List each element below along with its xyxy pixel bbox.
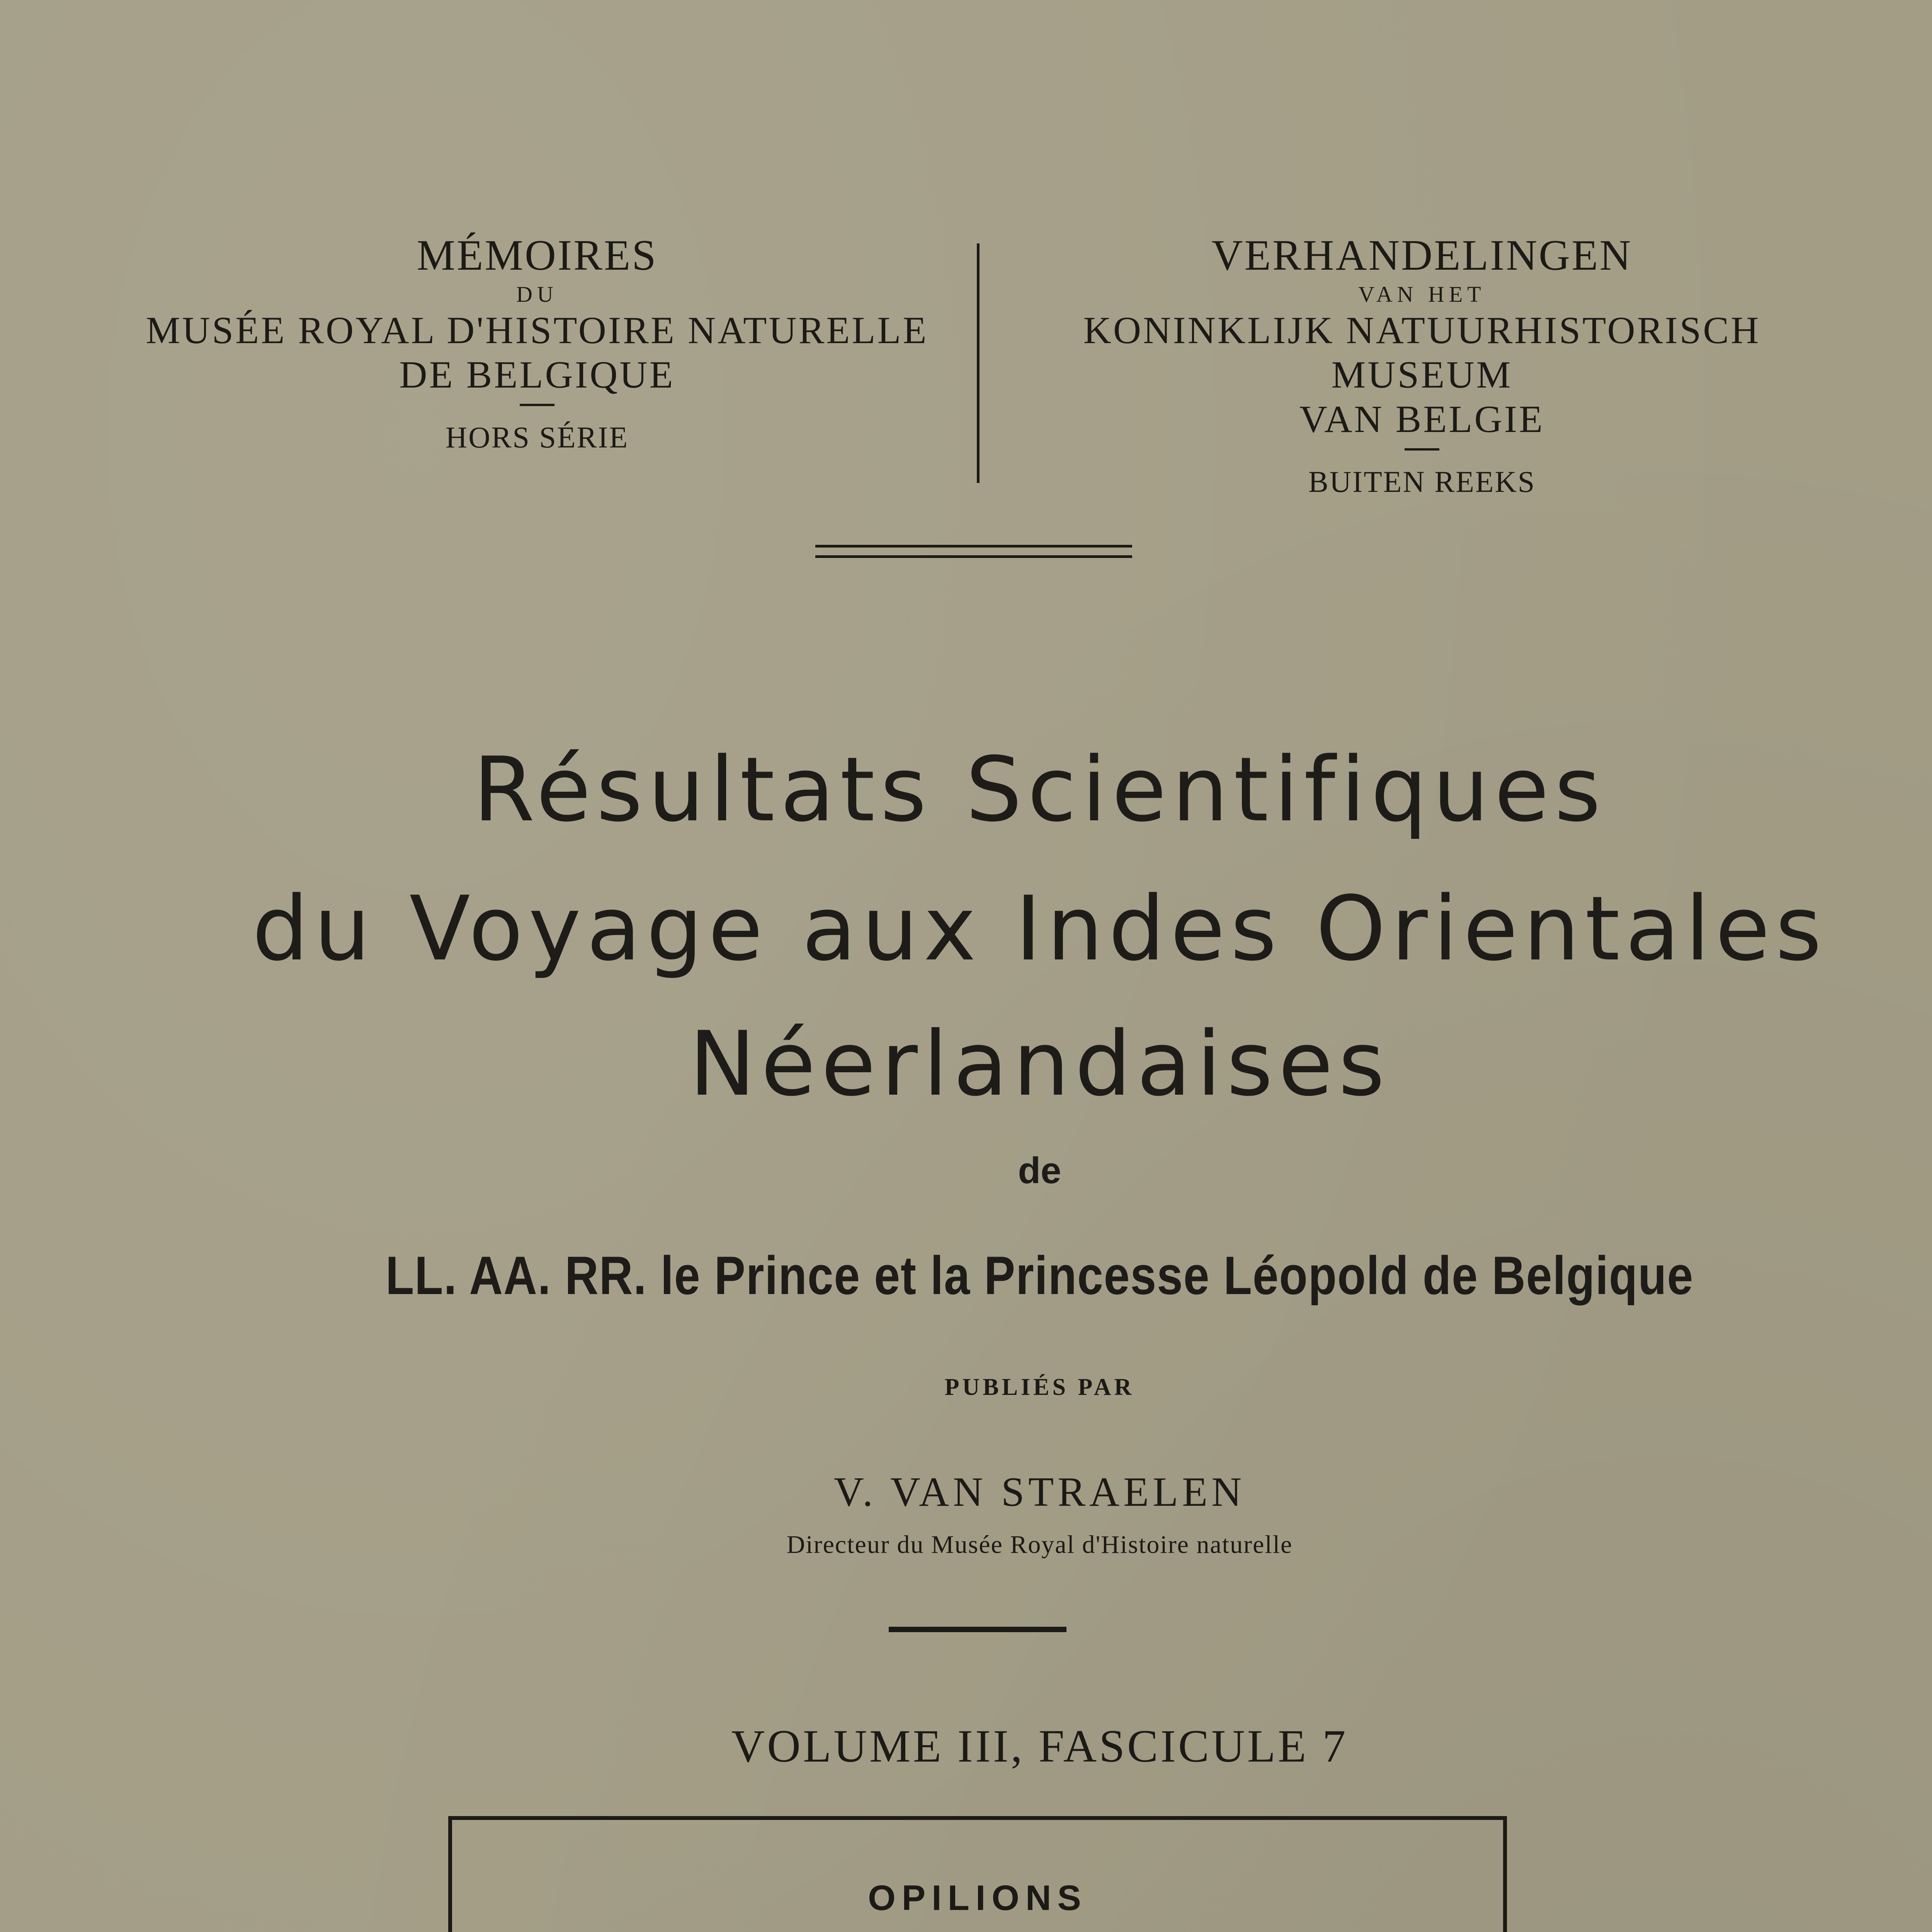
header-left-line5: HORS SÉRIE (445, 420, 629, 454)
title-line2: du Voyage aux Indes Orientales (252, 878, 1827, 981)
header-left-line2: DU (516, 282, 558, 307)
header-left-line4: DE BELGIQUE (399, 353, 675, 396)
title-line3: Néerlandaises (689, 1013, 1390, 1116)
title-royals: LL. AA. RR. le Prince et la Princesse Léopold de Belgique (385, 1245, 1694, 1306)
article-title: OPILIONS (868, 1878, 1087, 1918)
header-left-line3: MUSÉE ROYAL D'HISTOIRE NATURELLE (146, 308, 929, 352)
header-double-rule (815, 545, 1132, 558)
publisher-name: V. VAN STRAELEN (833, 1469, 1246, 1515)
title-line1: Résultats Scientifiques (473, 738, 1606, 842)
center-rule (889, 1627, 1066, 1632)
header-right-line4: VAN BELGIE (1299, 397, 1545, 440)
header-right-line5: BUITEN REEKS (1308, 464, 1536, 498)
header-left-dash (520, 404, 554, 406)
article-box (448, 1816, 1507, 1932)
header-right-block (1005, 232, 1839, 499)
header-right-line2: VAN HET (1358, 282, 1486, 307)
title-de: de (1018, 1150, 1061, 1191)
header-divider (977, 243, 980, 483)
header-right-line1: VERHANDELINGEN (1211, 231, 1633, 279)
publisher-role: Directeur du Musée Royal d'Histoire naturelle (786, 1531, 1293, 1559)
header-left-line1: MÉMOIRES (417, 231, 658, 279)
header-left-block (124, 232, 951, 455)
volume-label: VOLUME III, FASCICULE 7 (731, 1720, 1348, 1772)
header-right-line3: KONINKLIJK NATUURHISTORISCH MUSEUM (1083, 308, 1761, 396)
publisher-label: PUBLIÉS PAR (944, 1374, 1135, 1400)
header-right-dash (1405, 448, 1439, 451)
